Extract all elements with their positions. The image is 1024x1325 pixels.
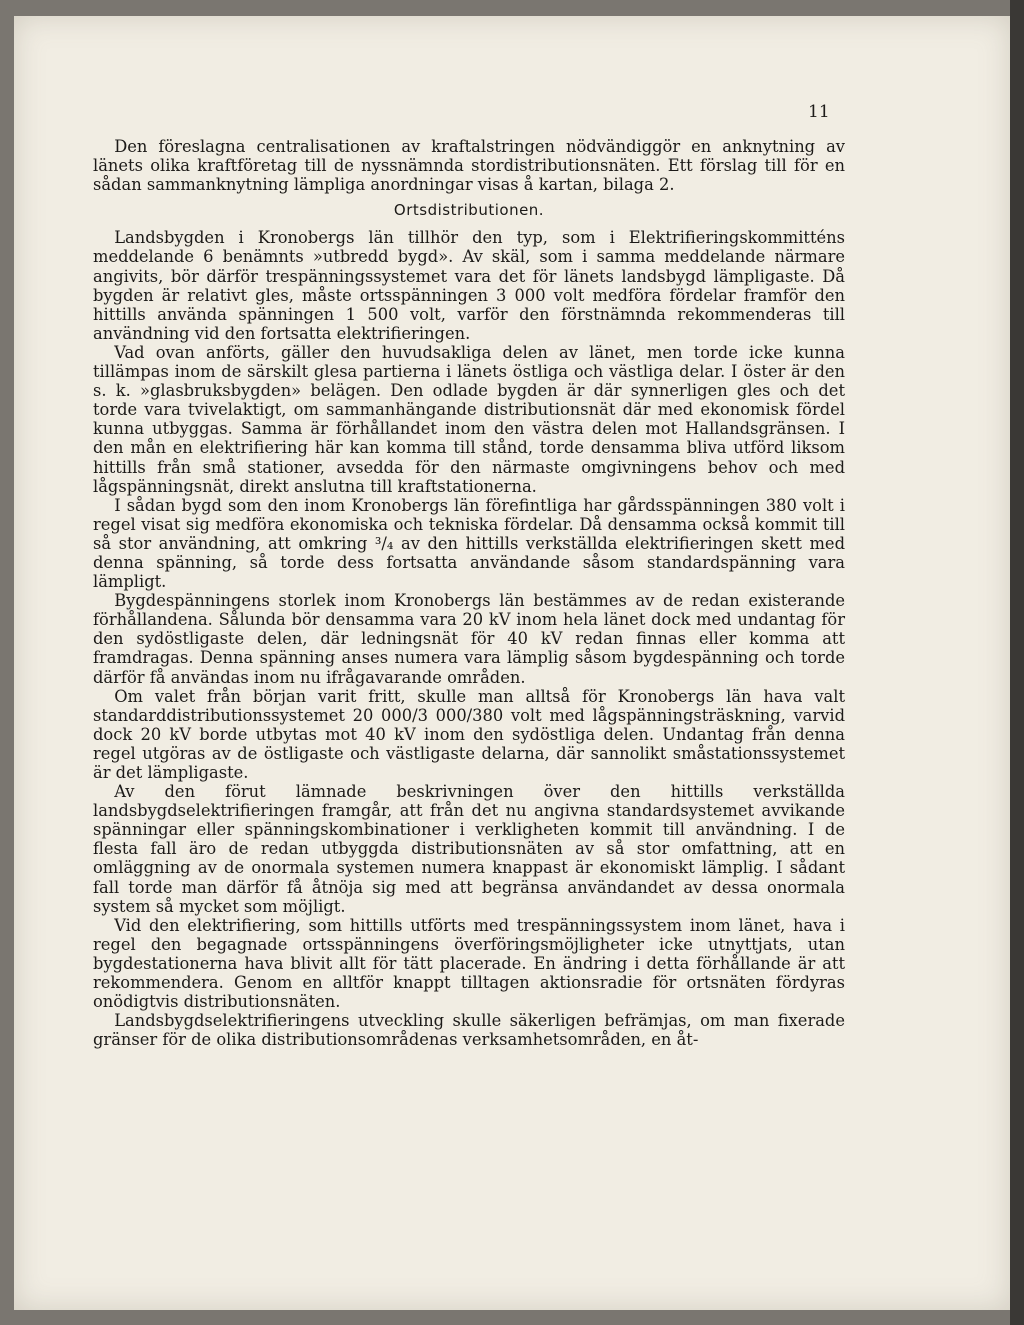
body-paragraph: Landsbygden i Kronobergs län tillhör den typ, som i Elektrifieringskommitténs meddelande 6 benämnts »utbredd bygd». Av skäl, som i samma meddelande närmare angivits, bör därför trespänningssystemet vara det för länets landsbygd lämpligaste. Då bygden är relativt gles, måste ortsspänningen 3 000 volt medföra fördelar framför den hittills använda spänningen 1 500 volt, varför den förstnämnda rekommenderas till användning vid den fortsatta elektrifieringen.	[93, 228, 845, 343]
body-paragraph: Vid den elektrifiering, som hittills utförts med trespänningssystem inom länet, hava i regel den begagnade ortsspänningens överföringsmöjligheter icke utnyttjats, utan bygdestationerna hava blivit allt för tätt placerade. En ändring i detta förhållande är att rekommendera. Genom en alltför knappt tilltagen aktionsradie för ortsnäten fördyras onödigtvis distributionsnäten.	[93, 915, 845, 1012]
page-number: 11	[808, 102, 830, 122]
body-paragraph: I sådan bygd som den inom Kronobergs län förefintliga har gårdsspänningen 380 volt i regel visat sig medföra ekonomiska och tekniska fördelar. Då densamma också kommit till så stor användning, att omkring ³/₄ av den hittills verkställda elektrifieringen skett med denna spänning, så torde dess fortsatta användande såsom standardspänning vara lämpligt.	[93, 495, 845, 592]
body-paragraph: Vad ovan anförts, gäller den huvudsakliga delen av länet, men torde icke kunna tillämpas inom de särskilt glesa partierna i länets östliga och västliga delar. I öster är den s. k. »glasbruksbygden» belägen. Den odlade bygden är där synnerligen gles och det torde vara tvivelaktigt, om sammanhängande distributionsnät där med ekonomisk fördel kunna utbyggas. Samma är förhållandet inom den västra delen mot Hallandsgränsen. I den mån en elektrifiering här kan komma till stånd, torde densamma bliva utförd liksom hittills från små stationer, avsedda för den närmaste omgivningens behov och med lågspänningsnät, direkt anslutna till kraftstationerna.	[93, 342, 845, 496]
body-paragraph: Om valet från början varit fritt, skulle man alltså för Kronobergs län hava valt standarddistributionssystemet 20 000/3 000/380 volt med lågspänningsträskning, varvid dock 20 kV borde utbytas mot 40 kV inom den sydöstliga delen. Undantag från denna regel utgöras av de östligaste och västligaste delarna, där sannolikt småstationssystemet är det lämpligaste.	[93, 686, 845, 782]
intro-paragraph: Den föreslagna centralisationen av kraftalstringen nödvändiggör en anknytning av länets olika kraftföretag till de nyssnämnda stordistributionsnäten. Ett förslag till för en sådan sammanknytning lämpliga anordningar visas å kartan, bilaga 2.	[93, 137, 845, 195]
body-paragraph: Landsbygdselektrifieringens utveckling skulle säkerligen befrämjas, om man fixerade gränser för de olika distributionsområdenas verksamhetsområden, en åt-	[93, 1011, 845, 1050]
body-paragraph: Bygdespänningens storlek inom Kronobergs län bestämmes av de redan existerande förhållandena. Sålunda bör densamma vara 20 kV inom hela länet dock med undantag för den sydöstligaste delen, där ledningsnät för 40 kV redan finnas eller komma att framdragas. Denna spänning anses numera vara lämplig såsom bygdespänning och torde därför få användas inom nu ifrågavarande områden.	[93, 591, 845, 687]
body-paragraph: Av den förut lämnade beskrivningen över den hittills verkställda landsbygdselektrifieringen framgår, att från det nu angivna standardsystemet avvikande spänningar eller spänningskombinationer i verkligheten kommit till användning. I de flesta fall äro de redan utbyggda distributionsnäten av så stor omfattning, att en omläggning av de onormala systemen numera knappast är ekonomiskt lämplig. I sådant fall torde man därför få åtnöja sig med att begränsa användandet av dessa onormala system så mycket som möjligt.	[93, 782, 845, 916]
document-body	[93, 137, 845, 1049]
page-edge-shadow	[1010, 0, 1024, 1325]
section-heading: Ortsdistributionen.	[393, 201, 545, 220]
